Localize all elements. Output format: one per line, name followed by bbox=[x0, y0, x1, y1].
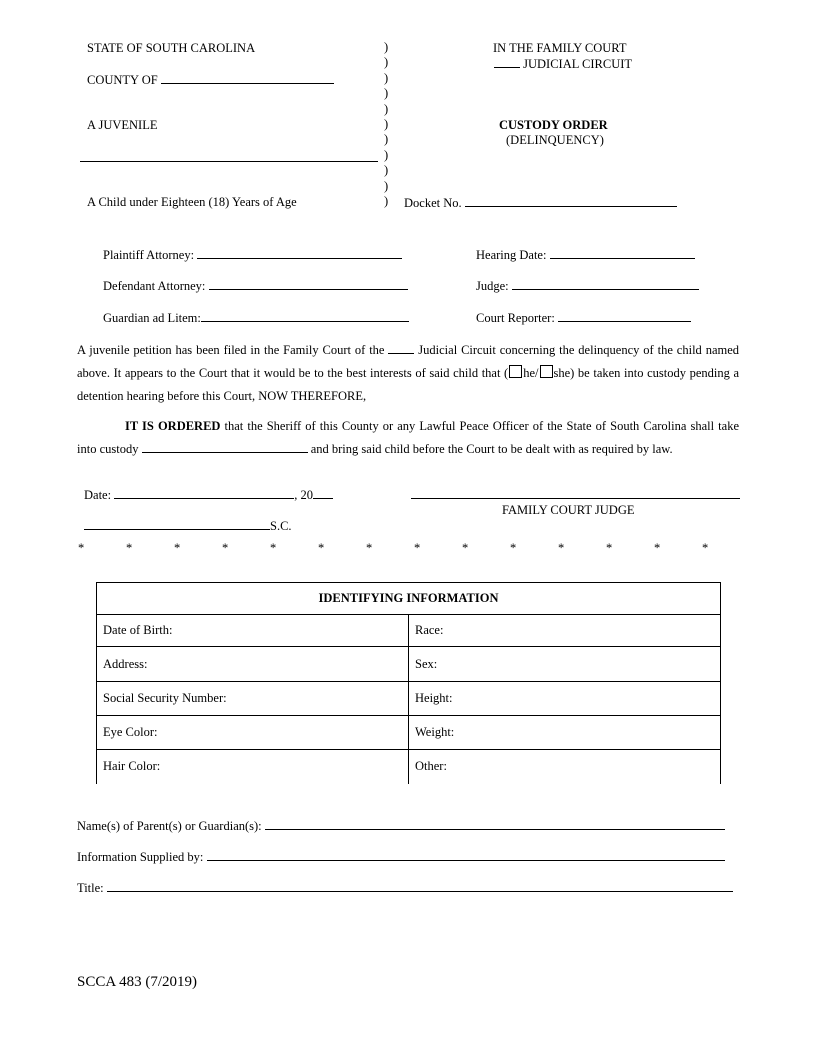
plaintiff-attorney-field bbox=[103, 247, 402, 262]
guardian-input[interactable] bbox=[201, 310, 409, 322]
star: * bbox=[222, 541, 229, 555]
star: * bbox=[78, 541, 85, 555]
ssn-cell[interactable]: Social Security Number: bbox=[97, 682, 409, 716]
petition-paragraph bbox=[77, 339, 739, 408]
petition-text-c: she) be taken into custody pending a detention hearing before this Court, NOW THEREFORE, bbox=[77, 366, 740, 403]
plaintiff-attorney-label: Plaintiff Attorney: bbox=[103, 248, 195, 262]
judge-input[interactable] bbox=[512, 278, 699, 290]
guardian-field bbox=[103, 310, 409, 325]
title-input[interactable] bbox=[107, 880, 733, 892]
star: * bbox=[126, 541, 133, 555]
dob-cell[interactable]: Date of Birth: bbox=[97, 615, 409, 647]
order-title: CUSTODY ORDER bbox=[499, 118, 608, 132]
order-text-b: and bring said child before the Court to be dealt with as required by law. bbox=[310, 442, 673, 456]
judge-label: Judge: bbox=[476, 279, 509, 293]
hearing-date-label: Hearing Date: bbox=[476, 248, 547, 262]
court-reporter-field bbox=[476, 310, 691, 325]
juvenile-label: A JUVENILE bbox=[87, 118, 158, 132]
hair-color-cell[interactable]: Hair Color: bbox=[97, 750, 409, 784]
date-field bbox=[84, 487, 333, 502]
location-field bbox=[84, 518, 292, 533]
title-label: Title: bbox=[77, 881, 104, 895]
defendant-attorney-input[interactable] bbox=[209, 278, 408, 290]
circuit-label: JUDICIAL CIRCUIT bbox=[523, 57, 633, 71]
hearing-date-field bbox=[476, 247, 695, 262]
order-text-a: that the Sheriff of this County or any Lawful Peace Officer of the State of South Carolina shall take into custody bbox=[77, 419, 739, 456]
identifying-info-table bbox=[96, 582, 721, 784]
address-cell[interactable]: Address: bbox=[97, 647, 409, 682]
county-label: COUNTY OF bbox=[87, 73, 158, 87]
hearing-date-input[interactable] bbox=[550, 247, 695, 259]
sex-cell[interactable]: Sex: bbox=[409, 647, 721, 682]
star: * bbox=[366, 541, 373, 555]
defendant-attorney-field bbox=[103, 278, 408, 293]
year-prefix: , 20 bbox=[294, 488, 313, 502]
petition-circuit-input[interactable] bbox=[388, 342, 414, 354]
weight-cell[interactable]: Weight: bbox=[409, 716, 721, 750]
order-paragraph bbox=[77, 415, 739, 461]
year-input[interactable] bbox=[313, 487, 333, 499]
judge-field bbox=[476, 278, 699, 293]
other-cell[interactable]: Other: bbox=[409, 750, 721, 784]
star: * bbox=[318, 541, 325, 555]
location-input[interactable] bbox=[84, 518, 270, 530]
eye-color-cell[interactable]: Eye Color: bbox=[97, 716, 409, 750]
defendant-attorney-label: Defendant Attorney: bbox=[103, 279, 206, 293]
plaintiff-attorney-input[interactable] bbox=[197, 247, 402, 259]
form-id: SCCA 483 (7/2019) bbox=[77, 974, 198, 990]
docket-label: Docket No. bbox=[404, 196, 462, 210]
date-input[interactable] bbox=[114, 487, 294, 499]
star: * bbox=[606, 541, 613, 555]
juvenile-name-line[interactable] bbox=[80, 150, 378, 165]
state-label: STATE OF SOUTH CAROLINA bbox=[87, 41, 256, 55]
she-checkbox[interactable] bbox=[540, 365, 553, 378]
circuit-field bbox=[494, 56, 632, 71]
he-checkbox[interactable] bbox=[509, 365, 522, 378]
star: * bbox=[174, 541, 181, 555]
guardian-label: Guardian ad Litem: bbox=[103, 311, 201, 325]
date-label: Date: bbox=[84, 488, 112, 502]
supplied-by-field bbox=[77, 849, 725, 864]
docket-field bbox=[404, 195, 677, 210]
docket-input[interactable] bbox=[465, 195, 677, 207]
caption-parentheses: ) ) ) ) ) ) ) ) ) ) ) bbox=[384, 40, 389, 209]
court-label: IN THE FAMILY COURT bbox=[493, 41, 627, 55]
star: * bbox=[510, 541, 517, 555]
it-is-ordered: IT IS ORDERED bbox=[125, 419, 221, 433]
title-field bbox=[77, 880, 733, 895]
he-label: he/ bbox=[523, 366, 539, 380]
custody-officer-input[interactable] bbox=[142, 441, 308, 453]
judge-signature-line[interactable] bbox=[411, 487, 740, 502]
parents-field bbox=[77, 818, 725, 833]
sc-label: S.C. bbox=[270, 519, 292, 533]
petition-text-b: Judicial Circuit concerning the delinquency of the child named above. It appears to the Court that it would be to the best interests of said child that ( bbox=[77, 343, 740, 380]
county-input[interactable] bbox=[161, 72, 334, 84]
family-court-judge-label: FAMILY COURT JUDGE bbox=[502, 503, 635, 517]
star: * bbox=[270, 541, 277, 555]
county-field bbox=[87, 72, 334, 87]
parents-input[interactable] bbox=[265, 818, 725, 830]
order-subtitle: (DELINQUENCY) bbox=[506, 133, 604, 147]
circuit-number-input[interactable] bbox=[494, 56, 520, 68]
race-cell[interactable]: Race: bbox=[409, 615, 721, 647]
court-reporter-label: Court Reporter: bbox=[476, 311, 555, 325]
child-note: A Child under Eighteen (18) Years of Age bbox=[87, 195, 297, 209]
court-reporter-input[interactable] bbox=[558, 310, 691, 322]
petition-text-a: A juvenile petition has been filed in the Family Court of the bbox=[77, 343, 385, 357]
parents-label: Name(s) of Parent(s) or Guardian(s): bbox=[77, 819, 262, 833]
supplied-by-label: Information Supplied by: bbox=[77, 850, 204, 864]
supplied-by-input[interactable] bbox=[207, 849, 725, 861]
star: * bbox=[414, 541, 421, 555]
star: * bbox=[702, 541, 709, 555]
height-cell[interactable]: Height: bbox=[409, 682, 721, 716]
star: * bbox=[654, 541, 661, 555]
star: * bbox=[558, 541, 565, 555]
identifying-info-title: IDENTIFYING INFORMATION bbox=[97, 583, 721, 615]
star: * bbox=[462, 541, 469, 555]
